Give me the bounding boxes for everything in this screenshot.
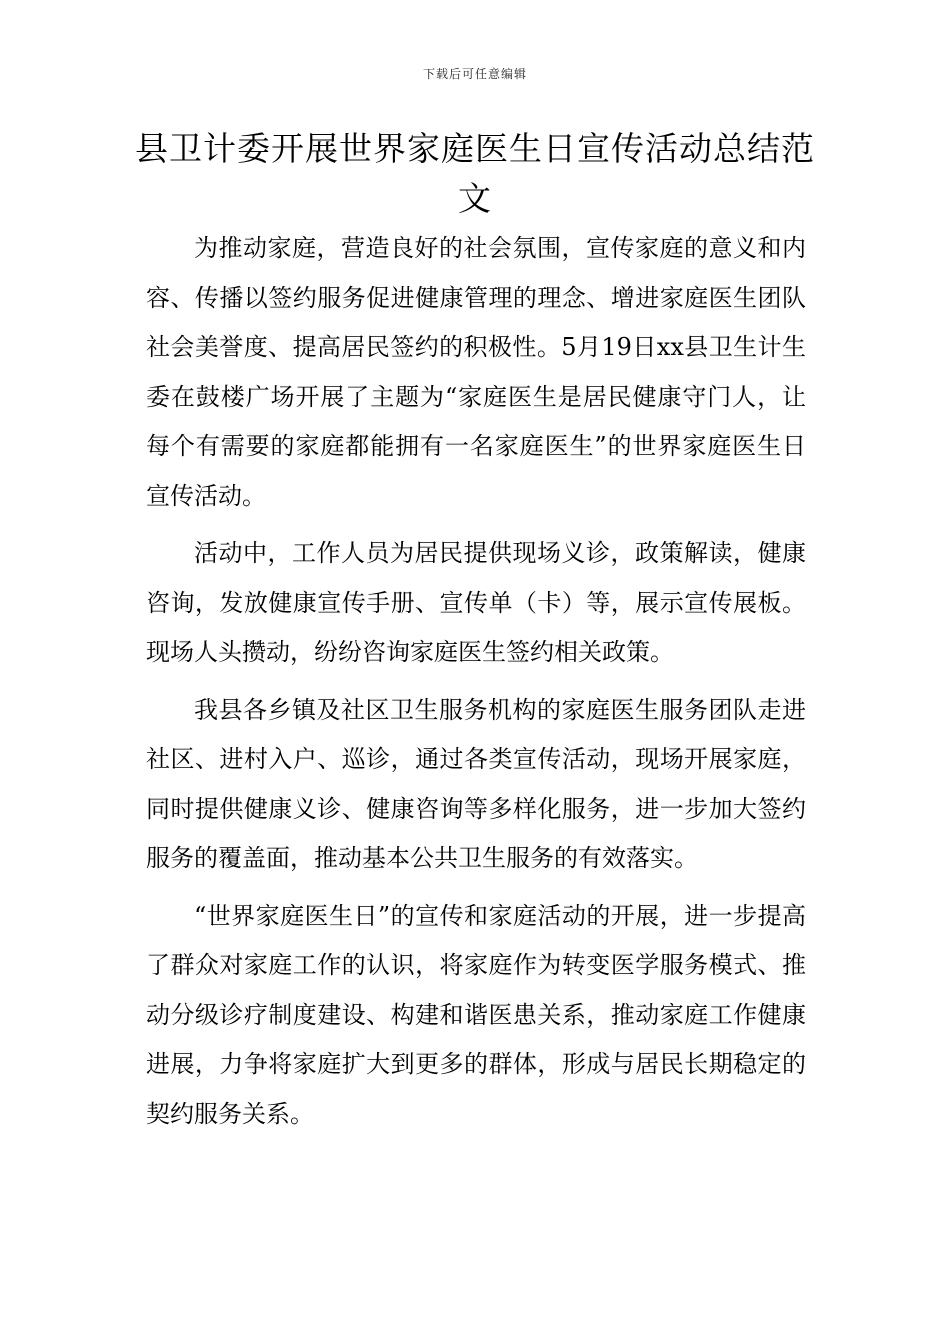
paragraph: “世界家庭医生日”的宣传和家庭活动的开展，进一步提高了群众对家庭工作的认识，将家庭作为转变医学服务模式、推动分级诊疗制度建设、构建和谐医患关系，推动家庭工作健康进展，力争将家庭扩大到更多的群体，形成与居民长期稳定的契约服务关系。 (146, 901, 806, 1128)
paragraph: 活动中，工作人员为居民提供现场义诊，政策解读，健康咨询，发放健康宣传手册、宣传单（卡）等，展示宣传展板。现场人头攒动，纷纷咨询家庭医生签约相关政策。 (146, 539, 806, 666)
paragraph: 我县各乡镇及社区卫生服务机构的家庭医生服务团队走进社区、进村入户、巡诊，通过各类宣传活动，现场开展家庭，同时提供健康义诊、健康咨询等多样化服务，进一步加大签约服务的覆盖面，推动基本公共卫生服务的有效落实。 (146, 695, 806, 872)
document-body (146, 224, 806, 1139)
paragraph: 为推动家庭，营造良好的社会氛围，宣传家庭的意义和内容、传播以签约服务促进健康管理的理念、增进家庭医生团队社会美誉度、提高居民签约的积极性。5月19日xx县卫生计生委在鼓楼广场开展了主题为“家庭医生是居民健康守门人，让每个有需要的家庭都能拥有一名家庭医生”的世界家庭医生日宣传活动。 (146, 234, 806, 510)
header-note: 下载后可任意编辑 (422, 67, 527, 81)
document-title: 县卫计委开展世界家庭医生日宣传活动总结范文 (135, 129, 815, 218)
